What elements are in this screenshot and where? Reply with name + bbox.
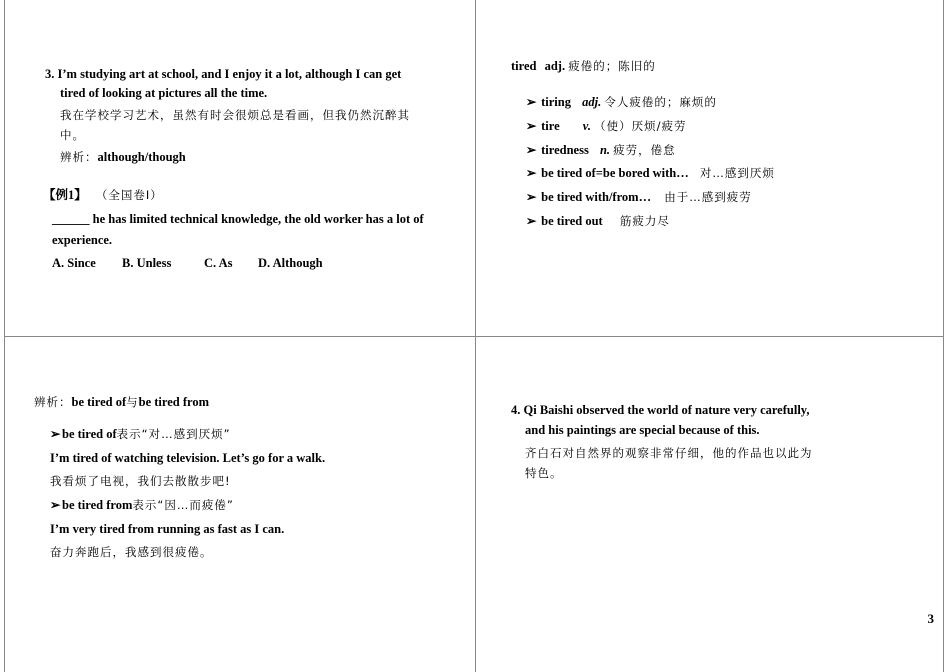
vocab-cn: 疲劳，倦怠 [613,143,676,157]
compare-label: 辨析： [34,395,72,409]
q4-cn-line1: 齐白石对自然界的观察非常仔细，他的作品也以此为 [525,446,813,460]
vocab-head-word: tired [511,59,537,73]
vocab-pos: n. [599,143,611,157]
vocab-word: tiring [541,95,571,109]
arrow-icon: ➢ [526,119,537,133]
vocab-head-cn: 疲倦的；陈旧的 [568,59,656,73]
vocab-item [526,213,670,229]
example-blank: ______ [52,212,90,226]
vocab-pos: adj. [582,95,602,109]
q3-analysis-label: 辨析： [60,150,98,164]
horizontal-divider [4,336,944,337]
page-number: 3 [927,611,934,626]
compare-of-example-cn: 我看烦了电视，我们去散散步吧! [50,474,231,488]
option-c: C. As [204,256,233,270]
example-source: （全国卷Ⅰ） [95,188,163,202]
vocab-item [526,94,717,110]
compare-title-mid: 与 [126,395,139,409]
compare-title [34,394,209,410]
q4-cn-line2: 特色。 [525,466,563,480]
q4-line1: 4. Qi Baishi observed the world of nature very carefully, [511,403,810,417]
vocab-pos: v. [582,119,591,133]
example-sentence1 [52,211,424,227]
vocab-cn: 筋疲力尽 [619,214,670,228]
vocab-word: be tired of=be bored with… [541,166,689,180]
vocab-item [526,142,676,158]
vocab-head [511,58,656,74]
q3-analysis-value: although/though [97,150,186,164]
vocab-item [526,165,775,181]
q4-line2: and his paintings are special because of this. [525,423,760,437]
q3-line1: 3. I’m studying art at school, and I enjoy it a lot, although I can get [45,67,402,81]
arrow-icon: ➢ [526,190,537,204]
vocab-cn: 由于…感到疲劳 [664,190,752,204]
option-a: A. Since [52,256,96,270]
arrow-icon: ➢ [50,427,61,441]
q3-analysis [60,149,186,165]
vocab-cn: 令人疲倦的；麻烦的 [604,95,717,109]
compare-from-phrase: be tired from [62,498,133,512]
compare-of-phrase: be tired of [62,427,117,441]
compare-title-b: be tired from [138,395,209,409]
compare-from-example-en: I’m very tired from running as fast as I can. [50,522,285,536]
q3-cn-line2: 中。 [60,128,85,142]
vocab-word: be tired out [541,214,603,228]
vocab-cn: （使）厌烦/疲劳 [594,119,687,133]
example-sentence1-text: he has limited technical knowledge, the old worker has a lot of [89,212,424,226]
vocab-item [526,189,752,205]
vocab-head-pos: adj. [544,59,566,73]
example-label: 【例1】 [43,188,87,202]
vocab-item [526,118,686,134]
arrow-icon: ➢ [526,143,537,157]
vocab-word: tire [541,119,560,133]
arrow-icon: ➢ [526,95,537,109]
q3-line2: tired of looking at pictures all the time. [60,86,268,100]
compare-from-heading [50,497,234,513]
compare-of-heading [50,426,231,442]
arrow-icon: ➢ [526,166,537,180]
compare-of-meaning: 表示“对…感到厌烦” [116,427,231,441]
option-b: B. Unless [122,256,172,270]
q3-cn-line1: 我在学校学习艺术，虽然有时会很烦总是看画，但我仍然沉醉其 [60,108,410,122]
vocab-cn: 对…感到厌烦 [699,166,775,180]
option-d: D. Although [258,256,323,270]
arrow-icon: ➢ [526,214,537,228]
compare-of-example-en: I’m tired of watching television. Let’s go for a walk. [50,451,326,465]
compare-title-a: be tired of [71,395,127,409]
compare-from-meaning: 表示“因…而疲倦” [132,498,234,512]
vocab-word: be tired with/from… [541,190,652,204]
example-sentence2: experience. [52,233,113,247]
compare-from-example-cn: 奋力奔跑后，我感到很疲倦。 [50,545,213,559]
vocab-word: tiredness [541,143,589,157]
arrow-icon: ➢ [50,498,61,512]
example-heading [43,187,163,203]
